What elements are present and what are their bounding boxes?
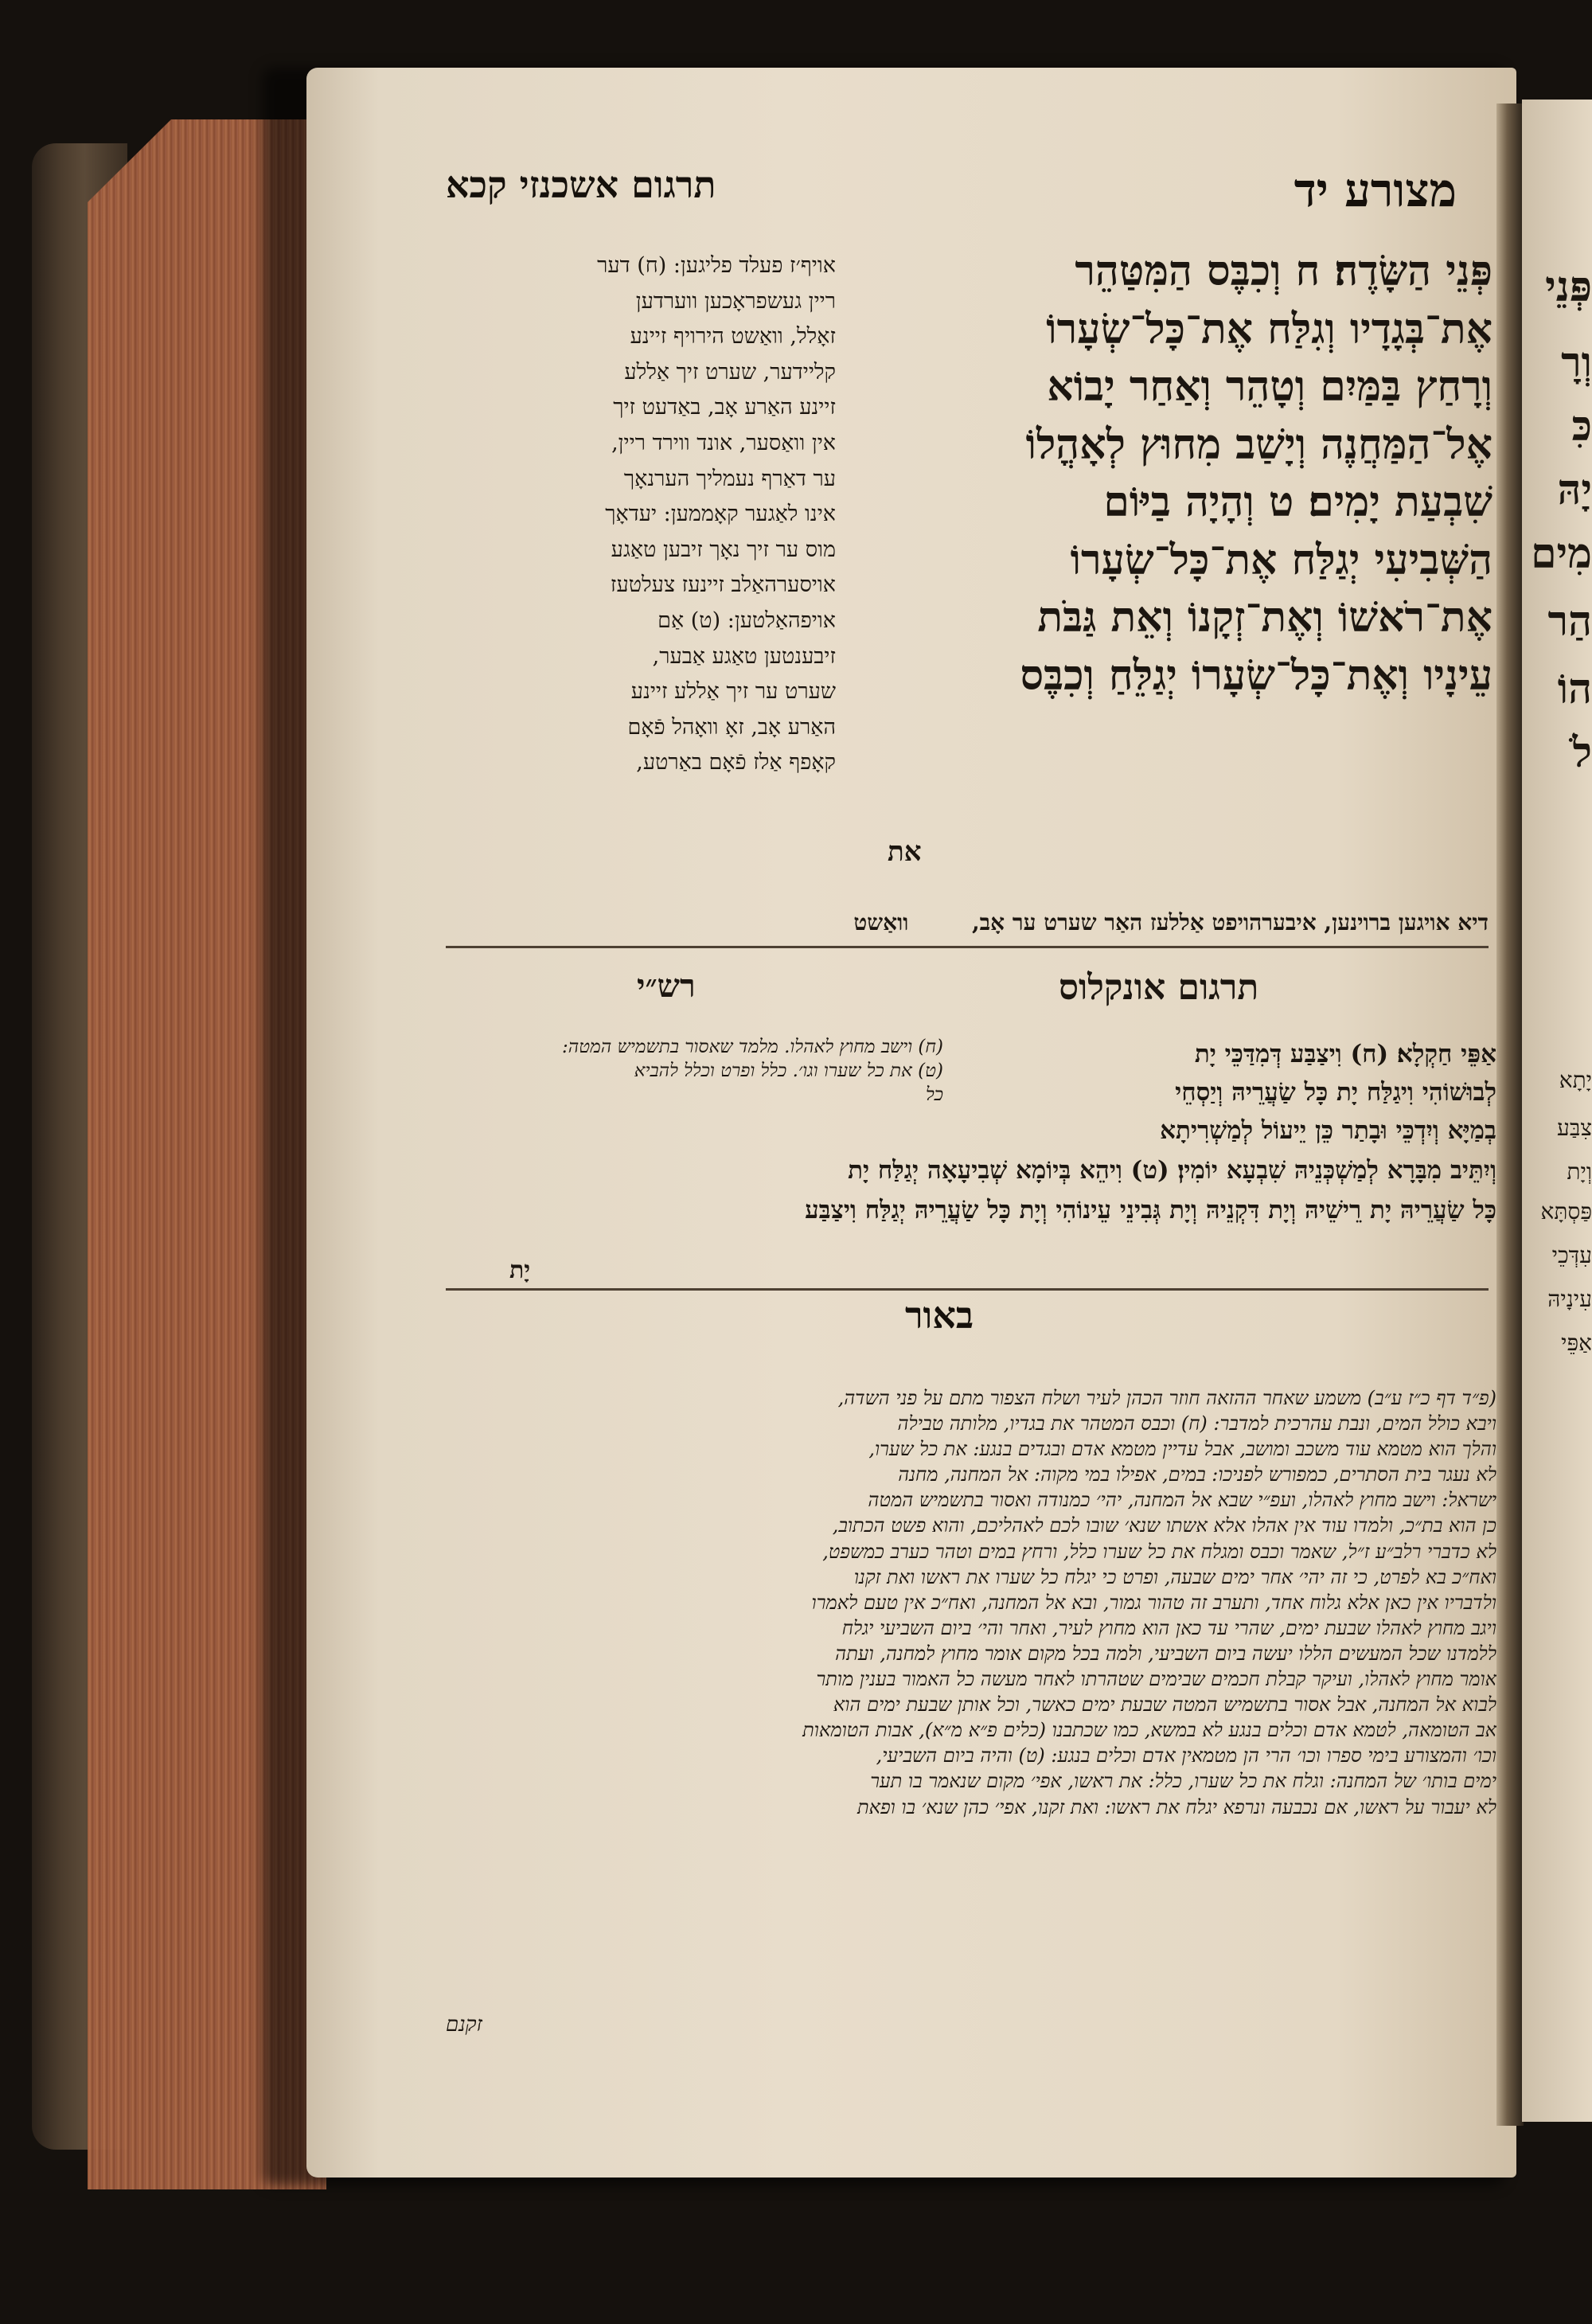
page-title: מצורע יד bbox=[1294, 163, 1457, 217]
biur-line: לא נעגר בית הסתרים, כמפורש לפניכו: במים, אפילו במי מקוה: אל המחנה, מחנה bbox=[898, 1463, 1496, 1486]
facing-page-text-fragment: הוֹ bbox=[1557, 665, 1592, 713]
main-text-catchword: את bbox=[888, 836, 922, 868]
rashi-line: (ח) וישב מחוץ לאהלו. מלמד שאסור בתשמיש המטה: bbox=[562, 1037, 943, 1057]
section-divider bbox=[446, 946, 1489, 948]
biur-text bbox=[434, 1385, 1496, 1820]
targum-ashkenazi-text bbox=[462, 248, 836, 781]
facing-page-text-fragment: צִבַּע bbox=[1556, 1115, 1592, 1141]
biur-line: ויגב מחוץ לאהלו שבעת ימים, שהרי עד כאן הוא מחוץ לעיר, ואחר והי׳ ביום השביעי יגלח bbox=[841, 1616, 1496, 1639]
targum-onkelos-line: בְמַיָּא וְיִדְכֵּי וּבָתַר כֵּן יֵיעוֹל לְמַשְׁרִיתָא bbox=[1160, 1116, 1496, 1145]
biur-line: ימים בותו׳ של המחנה: וגלח את כל שערו, כלל: את ראשו, אפי׳ מקום שנאמר בו תער bbox=[870, 1770, 1496, 1793]
biur-line: כן הוא בת״כ, ולמדו עוד אין אהלו אלא אשתו שנא׳ שובו לכם לאהליכם, והוא פשט הכתוב, bbox=[832, 1514, 1496, 1537]
targum-ashkenazi-line: זיינע האַרע אָב, באַדעט זיך bbox=[613, 395, 836, 420]
targum-onkelos-line: לְבוּשׁוֹהִי וִיגַלַּח יָת כָּל שַׂעֲרֵיהּ וְיַסְחֵי bbox=[1175, 1078, 1496, 1107]
biur-line: אומר מחוץ לאהלו, ועיקר קבלת חכמים שבימים שטהרתו לאחר מעשה כל האמור בענין מותר bbox=[816, 1668, 1496, 1691]
targum-ashkenazi-line: ריין געשפראָכען ווערדען bbox=[635, 288, 836, 314]
targum-ashkenazi-line: אינו לאַגער קאָממען: יעדאָך bbox=[605, 502, 836, 527]
facing-page-text-fragment: כִּ bbox=[1571, 402, 1592, 451]
targum-onkelos-catchword: יָת bbox=[509, 1256, 531, 1284]
rashi-line: (ט) את כל שערו וגו׳. כלל ופרט וכלל להביא bbox=[634, 1060, 943, 1081]
biur-line: וכו׳ והמצורע בימי ספרו וכו׳ הרי הן מטמאין אדם וכלים בנגע: (ט) והיה ביום השביעי, bbox=[876, 1744, 1496, 1767]
main-text bbox=[848, 243, 1492, 705]
main-text-line: אֶת־רֹאשׁוֹ וְאֶת־זְקָנוֹ וְאֵת גַּבֹּת bbox=[1037, 593, 1492, 642]
facing-page-text-fragment: פַּסְתָּא bbox=[1540, 1198, 1592, 1224]
rashi-text bbox=[442, 1035, 943, 1107]
targum-ashkenazi-catchword: וואַשט bbox=[853, 909, 909, 935]
targum-ashkenazi-line: קליידער, שערט זיך אַללע bbox=[624, 359, 836, 385]
targum-ashkenazi-line: מוס ער זיך נאָך זיבען טאַגע bbox=[611, 537, 836, 562]
targum-onkelos-full-width bbox=[442, 1150, 1496, 1230]
biur-line: והלך הוא מטמא עוד משכב ומושב, אבל עדיין מטמא אדם ובגדים בנגע: את כל שערו, bbox=[868, 1438, 1496, 1461]
main-text-line: אֶת־בְּגָדָיו וְגִלַּח אֶת־כָּל־שְׂעָרוֹ bbox=[1046, 304, 1492, 353]
facing-page-edge bbox=[1522, 100, 1592, 2122]
targum-ashkenazi-line: דיא אויגען ברוינען, איבערהויפט אַללעז האַר שערט ער אָב, bbox=[971, 909, 1489, 935]
targum-ashkenazi-line: אויסערהאַלב זיינעז צעלטעז bbox=[610, 572, 836, 598]
facing-page-text-fragment: יָתָא bbox=[1559, 1067, 1592, 1093]
biur-catchword: זקנם bbox=[446, 2013, 482, 2037]
main-text-line: וְרָחַץ בַּמַּיִם וְטָהֵר וְאַחַר יָבוֹא bbox=[1047, 362, 1492, 411]
facing-page-text-fragment: פְּנֵי bbox=[1545, 263, 1592, 311]
biur-line: לא כדברי רלב״ע ז״ל, שאמר וכבס ומגלח את כל שערו כלל, ורחץ במים וטהר כערב כמשפט, bbox=[822, 1540, 1496, 1563]
facing-page-text-fragment: הַר bbox=[1547, 597, 1592, 646]
book-gutter bbox=[1496, 104, 1524, 2126]
targum-ashkenazi-line: אויף׳ז פעלד פליגען: (ח) דער bbox=[597, 253, 836, 278]
main-text-line: הַשְּׁבִיעִי יְגַלַּח אֶת־כָּל־שְׂעָרוֹ bbox=[1070, 535, 1492, 584]
targum-ashkenazi-line: קאָפף אַלז פֿאָם באַרטע, bbox=[636, 750, 836, 775]
targum-ashkenazi-line: אין וואַסער, אונד ווירד ריין, bbox=[611, 430, 836, 455]
facing-page-text-fragment: עִינָיהּ bbox=[1547, 1286, 1592, 1312]
facing-page-text-fragment: וְיָת bbox=[1567, 1158, 1592, 1185]
biur-line: (פ״ד דף כ״ז ע״ב) משמע שאחר ההזאה חוזר הכהן לעיר ושלח הצפור מתם על פני השדה, bbox=[837, 1387, 1496, 1409]
rashi-title: רש״י bbox=[637, 967, 696, 1005]
targum-ashkenazi-title: תרגום אשכנזי קכא bbox=[446, 163, 716, 206]
running-head bbox=[430, 163, 1457, 235]
facing-page-text-fragment: וְרָ bbox=[1561, 338, 1592, 387]
biur-line: ישראל: וישב מחוץ לאהלו, ועפ״י שבא אל המחנה, יהי׳ כמנודה ואסור בתשמיש המטה bbox=[868, 1489, 1496, 1512]
biur-line: אב הטומאה, לטמא אדם וכלים בנגע לא במשא, כמו שכתבנו (כלים פ״א מ״א), אבות הטומאות bbox=[802, 1719, 1496, 1742]
targum-onkelos-line: אַפֵּי חַקְלָא׃ (ח) וִיצַבַּע דְּמִדַּכֵּי יָת bbox=[1194, 1040, 1496, 1068]
targum-ashkenazi-line: זאָלל, וואַשט הירויף זיינע bbox=[630, 324, 836, 350]
main-text-line: אֶל־הַמַּחֲנֶה וְיָשַׁב מִחוּץ לְאָהֳלוֹ bbox=[1025, 420, 1492, 469]
biur-line: לבוא אל המחנה, אבל אסור בתשמיש המטה שבעת ימים כאשר, וכל אותן שבעת ימים הוא bbox=[833, 1693, 1496, 1717]
facing-page-text-fragment: יָהּ bbox=[1557, 466, 1592, 514]
biur-line: ואח״כ בא לפרט, כי זה יהי׳ אחר ימים שבעה, ופרט כי יגלח כל שערו את ראשו ואת זקנו bbox=[853, 1565, 1496, 1588]
targum-ashkenazi-line: זיבענטען טאַגע אַבער, bbox=[652, 643, 836, 669]
targum-ashkenazi-line: אויפהאַלטען: (ט) אַם bbox=[657, 607, 836, 633]
biur-line: ללמדנו שכל המעשים הללו יעשה ביום השביעי, ולמה בכל מקום אומר מחוץ למחנה, ועתה bbox=[835, 1642, 1496, 1665]
targum-onkelos-title: תרגום אונקלוס bbox=[1059, 967, 1259, 1008]
targum-ashkenazi-line: שערט ער זיך אַללע זיינע bbox=[630, 679, 836, 705]
biur-title: באור bbox=[904, 1294, 974, 1337]
targum-ashkenazi-line: האַרע אָב, זאָ וואָהל פֿאָם bbox=[627, 714, 836, 740]
main-text-line: שִׁבְעַת יָמִים׃ ט וְהָיָה בַיּוֹם bbox=[1103, 478, 1492, 526]
biur-line: ויבא כולל המים, ונבת עהרכית למדבר: (ח) וכבס המטהר את בגדיו, מלותה טבילה bbox=[897, 1412, 1496, 1435]
facing-page-text-fragment: לֹ bbox=[1572, 728, 1592, 777]
targum-onkelos-text bbox=[955, 1035, 1496, 1150]
facing-page-text-fragment: אַפֵּי bbox=[1561, 1330, 1592, 1356]
main-text-line: עֵינָיו וְאֶת־כָּל־שְׂעָרוֹ יְגַלֵּחַ וְכִבֶּס bbox=[1020, 650, 1492, 700]
targum-ashkenazi-full-line bbox=[478, 909, 1489, 936]
facing-page-text-fragment: עִדְּכֵי bbox=[1551, 1242, 1592, 1268]
rashi-line: כל bbox=[925, 1084, 943, 1105]
section-divider bbox=[446, 1288, 1489, 1291]
biur-line: לא יעבור על ראשו, אם נכבעה ונרפא יגלח את ראשו: ואת זקנו, אפי׳ כהן שנא׳ בו ופאת bbox=[857, 1795, 1496, 1818]
targum-onkelos-line: וְיִתֵּיב מִבָּרָא לְמַשְׁכְּנֵיהּ שִׁבְעָא יוֹמִין׃ (ט) וִיהֵא בְּיוֹמָא שְׁבִיעָאָה יְגַלַּח יָת bbox=[848, 1156, 1496, 1185]
facing-page-text-fragment: מִים bbox=[1531, 529, 1592, 578]
main-text-line: פְּנֵי הַשָּׂדֶה׃ ח וְכִבֶּס הַמִּטַּהֵר bbox=[1075, 247, 1492, 295]
biur-line: ולדבריו אין כאן אלא גלוח אחד, ותערב זה טהור גמור, ובא אל המחנה, ואח״כ אין טעם לאמרו bbox=[811, 1591, 1496, 1614]
targum-ashkenazi-line: ער דאַרף נעמליך הערנאָך bbox=[623, 466, 836, 491]
targum-onkelos-line: כָּל שַׂעֲרֵיהּ יָת רֵישֵׁיהּ וְיָת דִּקְנֵיהּ וְיָת גְּבִינֵי עֵינוֹהִי וְיָת כָּל שַׂעֲרֵיהּ יְגַלַּח וִיצַבַּע bbox=[805, 1196, 1496, 1224]
